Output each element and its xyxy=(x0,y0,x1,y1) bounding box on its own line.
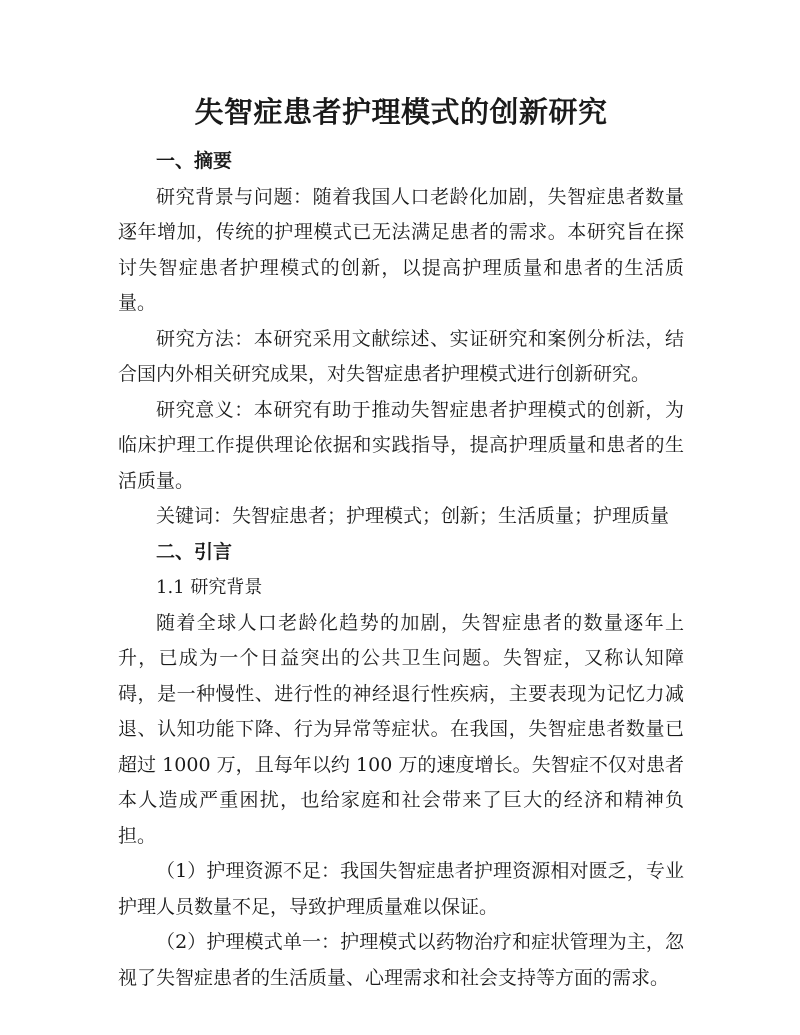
point-1-paragraph: （1）护理资源不足：我国失智症患者护理资源相对匮乏，专业护理人员数量不足，导致护理质量难以保证。 xyxy=(118,860,684,918)
research-background-subheading: 1.1 研究背景 xyxy=(156,577,263,598)
abstract-heading: 一、摘要 xyxy=(156,150,233,172)
introduction-paragraph: 随着全球人口老龄化趋势的加剧，失智症患者的数量逐年上升，已成为一个日益突出的公共卫生问题。失智症，又称认知障碍，是一种慢性、进行性的神经退行性疾病，主要表现为记忆力减退、认知功能下降、行为异常等症状。在我国，失智症患者数量已超过 1000 万，且每年以约 100 万的速度增长。失智症不仅对患者本人造成严重困扰，也给家庭和社会带来了巨大的经济和精神负担。 xyxy=(118,611,684,847)
abstract-significance-paragraph: 研究意义：本研究有助于推动失智症患者护理模式的创新，为临床护理工作提供理论依据和实践指导，提高护理质量和患者的生活质量。 xyxy=(118,398,684,492)
introduction-heading: 二、引言 xyxy=(156,540,233,563)
document-page xyxy=(118,84,684,996)
abstract-background-paragraph: 研究背景与问题：随着我国人口老龄化加剧，失智症患者数量逐年增加，传统的护理模式已无法满足患者的需求。本研究旨在探讨失智症患者护理模式的创新，以提高护理质量和患者的生活质量。 xyxy=(118,185,684,314)
point-2-paragraph: （2）护理模式单一：护理模式以药物治疗和症状管理为主，忽视了失智症患者的生活质量、心理需求和社会支持等方面的需求。 xyxy=(118,931,684,989)
keywords-line: 关键词：失智症患者；护理模式；创新；生活质量；护理质量 xyxy=(156,505,670,527)
document-title: 失智症患者护理模式的创新研究 xyxy=(194,95,608,129)
abstract-methods-paragraph: 研究方法：本研究采用文献综述、实证研究和案例分析法，结合国内外相关研究成果，对失智症患者护理模式进行创新研究。 xyxy=(118,327,684,385)
